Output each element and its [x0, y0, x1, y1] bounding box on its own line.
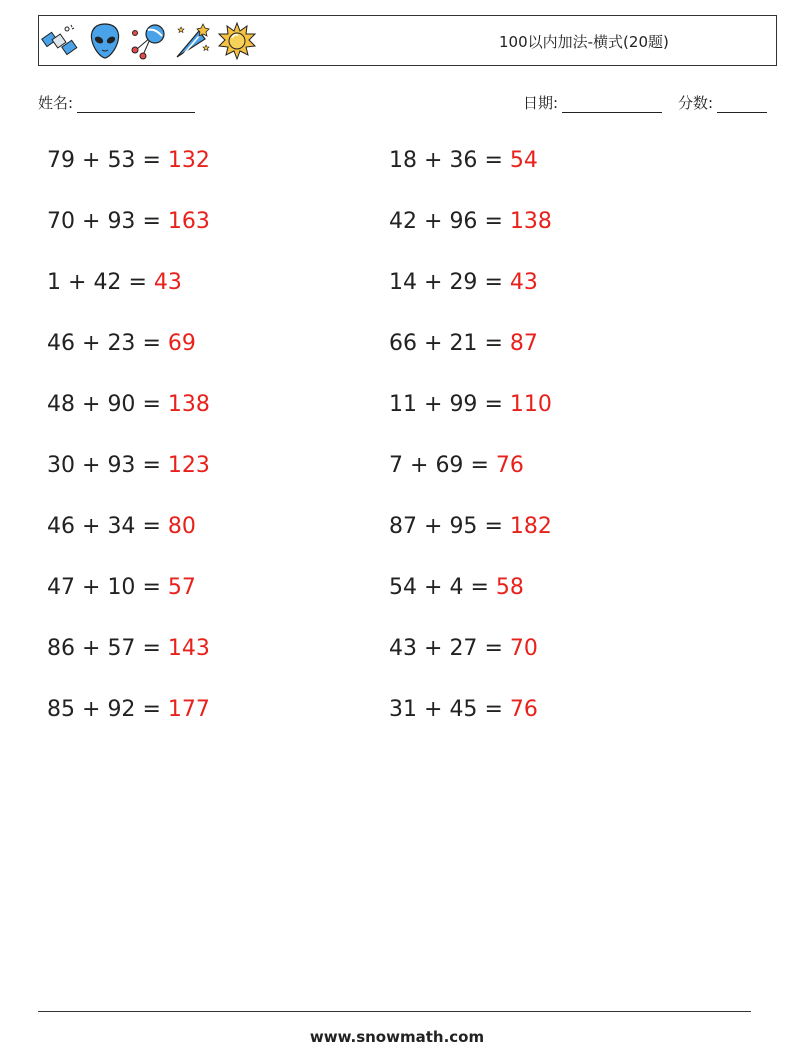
plus-sign: +: [424, 209, 443, 234]
plus-sign: +: [82, 392, 101, 417]
satellite-icon: [41, 21, 81, 61]
operand-a: 47: [47, 575, 75, 600]
problem-right-5: [389, 392, 552, 417]
operand-a: 87: [389, 514, 417, 539]
equals-sign: =: [484, 636, 503, 661]
answer: 177: [167, 697, 210, 722]
plus-sign: +: [82, 575, 101, 600]
equals-sign: =: [142, 514, 161, 539]
name-label: 姓名:: [38, 94, 74, 112]
operand-a: 86: [47, 636, 75, 661]
answer: 182: [509, 514, 552, 539]
answer: 76: [495, 453, 524, 478]
footer-url: www.snowmath.com: [309, 1028, 485, 1046]
score-field: [678, 92, 767, 113]
alien-icon: [85, 21, 125, 61]
plus-sign: +: [424, 270, 443, 295]
operand-b: 99: [449, 392, 478, 417]
name-blank-line: [77, 96, 195, 113]
equals-sign: =: [142, 148, 161, 173]
score-label: 分数:: [678, 94, 714, 112]
operand-a: 18: [389, 148, 417, 173]
answer: 69: [167, 331, 196, 356]
answer: 87: [509, 331, 538, 356]
answer: 123: [167, 453, 210, 478]
operand-b: 4: [449, 575, 464, 600]
problem-right-7: [389, 514, 552, 539]
equals-sign: =: [470, 575, 489, 600]
equals-sign: =: [142, 209, 161, 234]
operand-a: 1: [47, 270, 61, 295]
problem-right-2: [389, 209, 552, 234]
operand-b: 93: [107, 209, 136, 234]
answer: 143: [167, 636, 210, 661]
plus-sign: +: [82, 148, 101, 173]
operand-a: 79: [47, 148, 75, 173]
problem-right-10: [389, 697, 538, 722]
answer: 43: [153, 270, 182, 295]
operand-a: 48: [47, 392, 75, 417]
answer: 57: [167, 575, 196, 600]
operand-b: 10: [107, 575, 136, 600]
answer: 138: [509, 209, 552, 234]
operand-b: 95: [449, 514, 478, 539]
plus-sign: +: [424, 514, 443, 539]
plus-sign: +: [82, 331, 101, 356]
planets-icon: [129, 21, 169, 61]
header-icons: [41, 21, 257, 61]
operand-a: 42: [389, 209, 417, 234]
problem-right-3: [389, 270, 538, 295]
operand-a: 7: [389, 453, 403, 478]
problem-left-1: [47, 148, 210, 173]
equals-sign: =: [484, 392, 503, 417]
operand-b: 96: [449, 209, 478, 234]
problem-left-6: [47, 453, 210, 478]
operand-b: 23: [107, 331, 136, 356]
equals-sign: =: [142, 392, 161, 417]
date-label: 日期:: [523, 94, 559, 112]
equals-sign: =: [142, 331, 161, 356]
name-field: [38, 92, 195, 113]
plus-sign: +: [82, 514, 101, 539]
operand-b: 93: [107, 453, 136, 478]
operand-a: 31: [389, 697, 417, 722]
operand-b: 57: [107, 636, 136, 661]
problem-left-8: [47, 575, 196, 600]
answer: 70: [509, 636, 538, 661]
answer: 132: [167, 148, 210, 173]
answer: 163: [167, 209, 210, 234]
footer-divider: [38, 1011, 751, 1012]
operand-a: 46: [47, 331, 75, 356]
worksheet-title: 100以内加法-横式(20题): [499, 33, 669, 51]
operand-a: 46: [47, 514, 75, 539]
operand-a: 66: [389, 331, 417, 356]
problem-left-7: [47, 514, 196, 539]
equals-sign: =: [128, 270, 147, 295]
problem-left-4: [47, 331, 196, 356]
answer: 76: [509, 697, 538, 722]
problem-right-8: [389, 575, 524, 600]
operand-b: 90: [107, 392, 136, 417]
problem-left-9: [47, 636, 210, 661]
worksheet-header: [38, 15, 777, 66]
answer: 58: [495, 575, 524, 600]
operand-a: 54: [389, 575, 417, 600]
operand-b: 36: [449, 148, 478, 173]
operand-b: 53: [107, 148, 136, 173]
operand-b: 45: [449, 697, 478, 722]
operand-a: 11: [389, 392, 417, 417]
equals-sign: =: [142, 697, 161, 722]
plus-sign: +: [424, 697, 443, 722]
plus-sign: +: [424, 148, 443, 173]
sun-icon: [217, 21, 257, 61]
problem-left-5: [47, 392, 210, 417]
answer: 110: [509, 392, 552, 417]
plus-sign: +: [424, 636, 443, 661]
answer: 80: [167, 514, 196, 539]
operand-b: 42: [93, 270, 122, 295]
plus-sign: +: [410, 453, 429, 478]
operand-a: 70: [47, 209, 75, 234]
operand-b: 21: [449, 331, 478, 356]
plus-sign: +: [82, 209, 101, 234]
date-field: [523, 92, 662, 113]
comet-icon: [173, 21, 213, 61]
equals-sign: =: [484, 697, 503, 722]
equals-sign: =: [484, 270, 503, 295]
plus-sign: +: [82, 697, 101, 722]
plus-sign: +: [82, 453, 101, 478]
equals-sign: =: [484, 514, 503, 539]
date-blank-line: [562, 96, 662, 113]
operand-a: 85: [47, 697, 75, 722]
answer: 43: [509, 270, 538, 295]
equals-sign: =: [470, 453, 489, 478]
operand-b: 29: [449, 270, 478, 295]
operand-a: 43: [389, 636, 417, 661]
operand-b: 92: [107, 697, 136, 722]
problem-right-9: [389, 636, 538, 661]
problem-left-2: [47, 209, 210, 234]
plus-sign: +: [82, 636, 101, 661]
equals-sign: =: [484, 148, 503, 173]
equals-sign: =: [142, 636, 161, 661]
plus-sign: +: [68, 270, 87, 295]
problem-left-3: [47, 270, 182, 295]
equals-sign: =: [142, 575, 161, 600]
plus-sign: +: [424, 575, 443, 600]
problem-right-1: [389, 148, 538, 173]
plus-sign: +: [424, 392, 443, 417]
operand-a: 30: [47, 453, 75, 478]
answer: 54: [509, 148, 538, 173]
operand-b: 34: [107, 514, 136, 539]
equals-sign: =: [484, 209, 503, 234]
operand-b: 69: [435, 453, 464, 478]
problem-right-6: [389, 453, 524, 478]
problem-left-10: [47, 697, 210, 722]
answer: 138: [167, 392, 210, 417]
equals-sign: =: [142, 453, 161, 478]
plus-sign: +: [424, 331, 443, 356]
operand-a: 14: [389, 270, 417, 295]
problem-right-4: [389, 331, 538, 356]
operand-b: 27: [449, 636, 478, 661]
equals-sign: =: [484, 331, 503, 356]
score-blank-line: [717, 96, 767, 113]
